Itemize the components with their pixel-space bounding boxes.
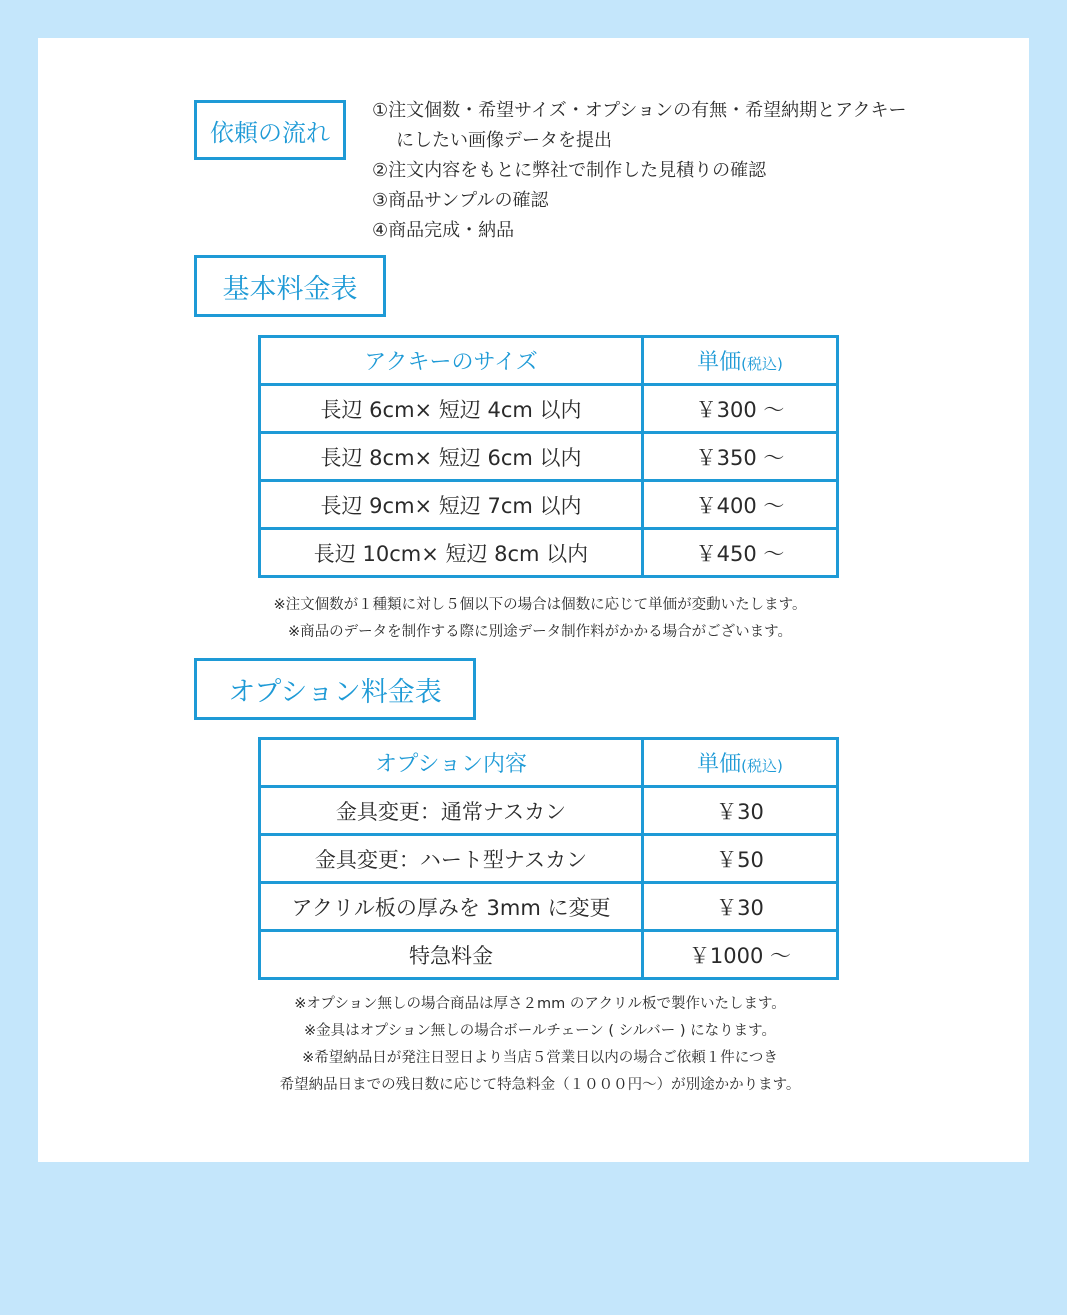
price-cell: ￥30 <box>643 787 838 835</box>
note: ※金具はオプション無しの場合ボールチェーン ( シルバー ) になります。 <box>303 1023 777 1039</box>
note: ※商品のデータを制作する際に別途データ制作料がかかる場合がございます。 <box>288 624 792 640</box>
flow-step-1: ①注文個数・希望サイズ・オプションの有無・希望納期とアクキーにしたい画像データを提出 <box>372 100 907 151</box>
note: 希望納品日までの残日数に応じて特急料金（１０００円～）が別途かかります。 <box>279 1077 801 1093</box>
table-row <box>260 883 838 931</box>
table-row <box>260 481 838 529</box>
option-price-section-label: オプション料金表 <box>194 658 476 720</box>
flow-step-2: ②注文内容をもとに弊社で制作した見積りの確認 <box>372 160 767 181</box>
price-cell: ￥300 ～ <box>643 385 838 433</box>
price-cell: ￥1000 ～ <box>643 931 838 979</box>
table-row <box>260 385 838 433</box>
table-row <box>260 835 838 883</box>
table-row <box>260 529 838 577</box>
size-cell: 長辺 6cm× 短辺 4cm 以内 <box>260 385 643 433</box>
flow-section-label: 依頼の流れ <box>194 100 346 160</box>
option-cell: アクリル板の厚みを 3mm に変更 <box>260 883 643 931</box>
price-cell: ￥450 ～ <box>643 529 838 577</box>
size-cell: 長辺 10cm× 短辺 8cm 以内 <box>260 529 643 577</box>
price-column-header <box>643 337 838 385</box>
note: ※希望納品日が発注日翌日より当店５営業日以内の場合ご依頼１件につき <box>302 1050 778 1066</box>
option-cell: 特急料金 <box>260 931 643 979</box>
price-cell: ￥350 ～ <box>643 433 838 481</box>
tax-included-label: (税込) <box>741 757 783 775</box>
option-cell: 金具変更：ハート型ナスカン <box>260 835 643 883</box>
basic-price-table <box>258 335 839 578</box>
size-column-header: アクキーのサイズ <box>260 337 643 385</box>
price-cell: ￥50 <box>643 835 838 883</box>
option-price-notes <box>200 991 880 1099</box>
price-header-label: 単価 <box>697 752 742 777</box>
option-cell: 金具変更：通常ナスカン <box>260 787 643 835</box>
table-row <box>260 433 838 481</box>
price-cell: ￥400 ～ <box>643 481 838 529</box>
table-header-row <box>260 337 838 385</box>
flow-steps-list <box>372 96 912 246</box>
flow-step-4: ④商品完成・納品 <box>372 220 515 241</box>
price-column-header <box>643 739 838 787</box>
table-header-row <box>260 739 838 787</box>
size-cell: 長辺 8cm× 短辺 6cm 以内 <box>260 433 643 481</box>
price-cell: ￥30 <box>643 883 838 931</box>
note: ※オプション無しの場合商品は厚さ２mm のアクリル板で製作いたします。 <box>294 996 786 1012</box>
table-row <box>260 931 838 979</box>
option-column-header: オプション内容 <box>260 739 643 787</box>
option-price-table <box>258 737 839 980</box>
note: ※注文個数が１種類に対し５個以下の場合は個数に応じて単価が変動いたします。 <box>273 597 807 613</box>
table-row <box>260 787 838 835</box>
price-header-label: 単価 <box>697 350 742 375</box>
basic-price-notes <box>200 592 880 646</box>
flow-step-3: ③商品サンプルの確認 <box>372 190 549 211</box>
size-cell: 長辺 9cm× 短辺 7cm 以内 <box>260 481 643 529</box>
basic-price-section-label: 基本料金表 <box>194 255 386 317</box>
tax-included-label: (税込) <box>741 355 783 373</box>
